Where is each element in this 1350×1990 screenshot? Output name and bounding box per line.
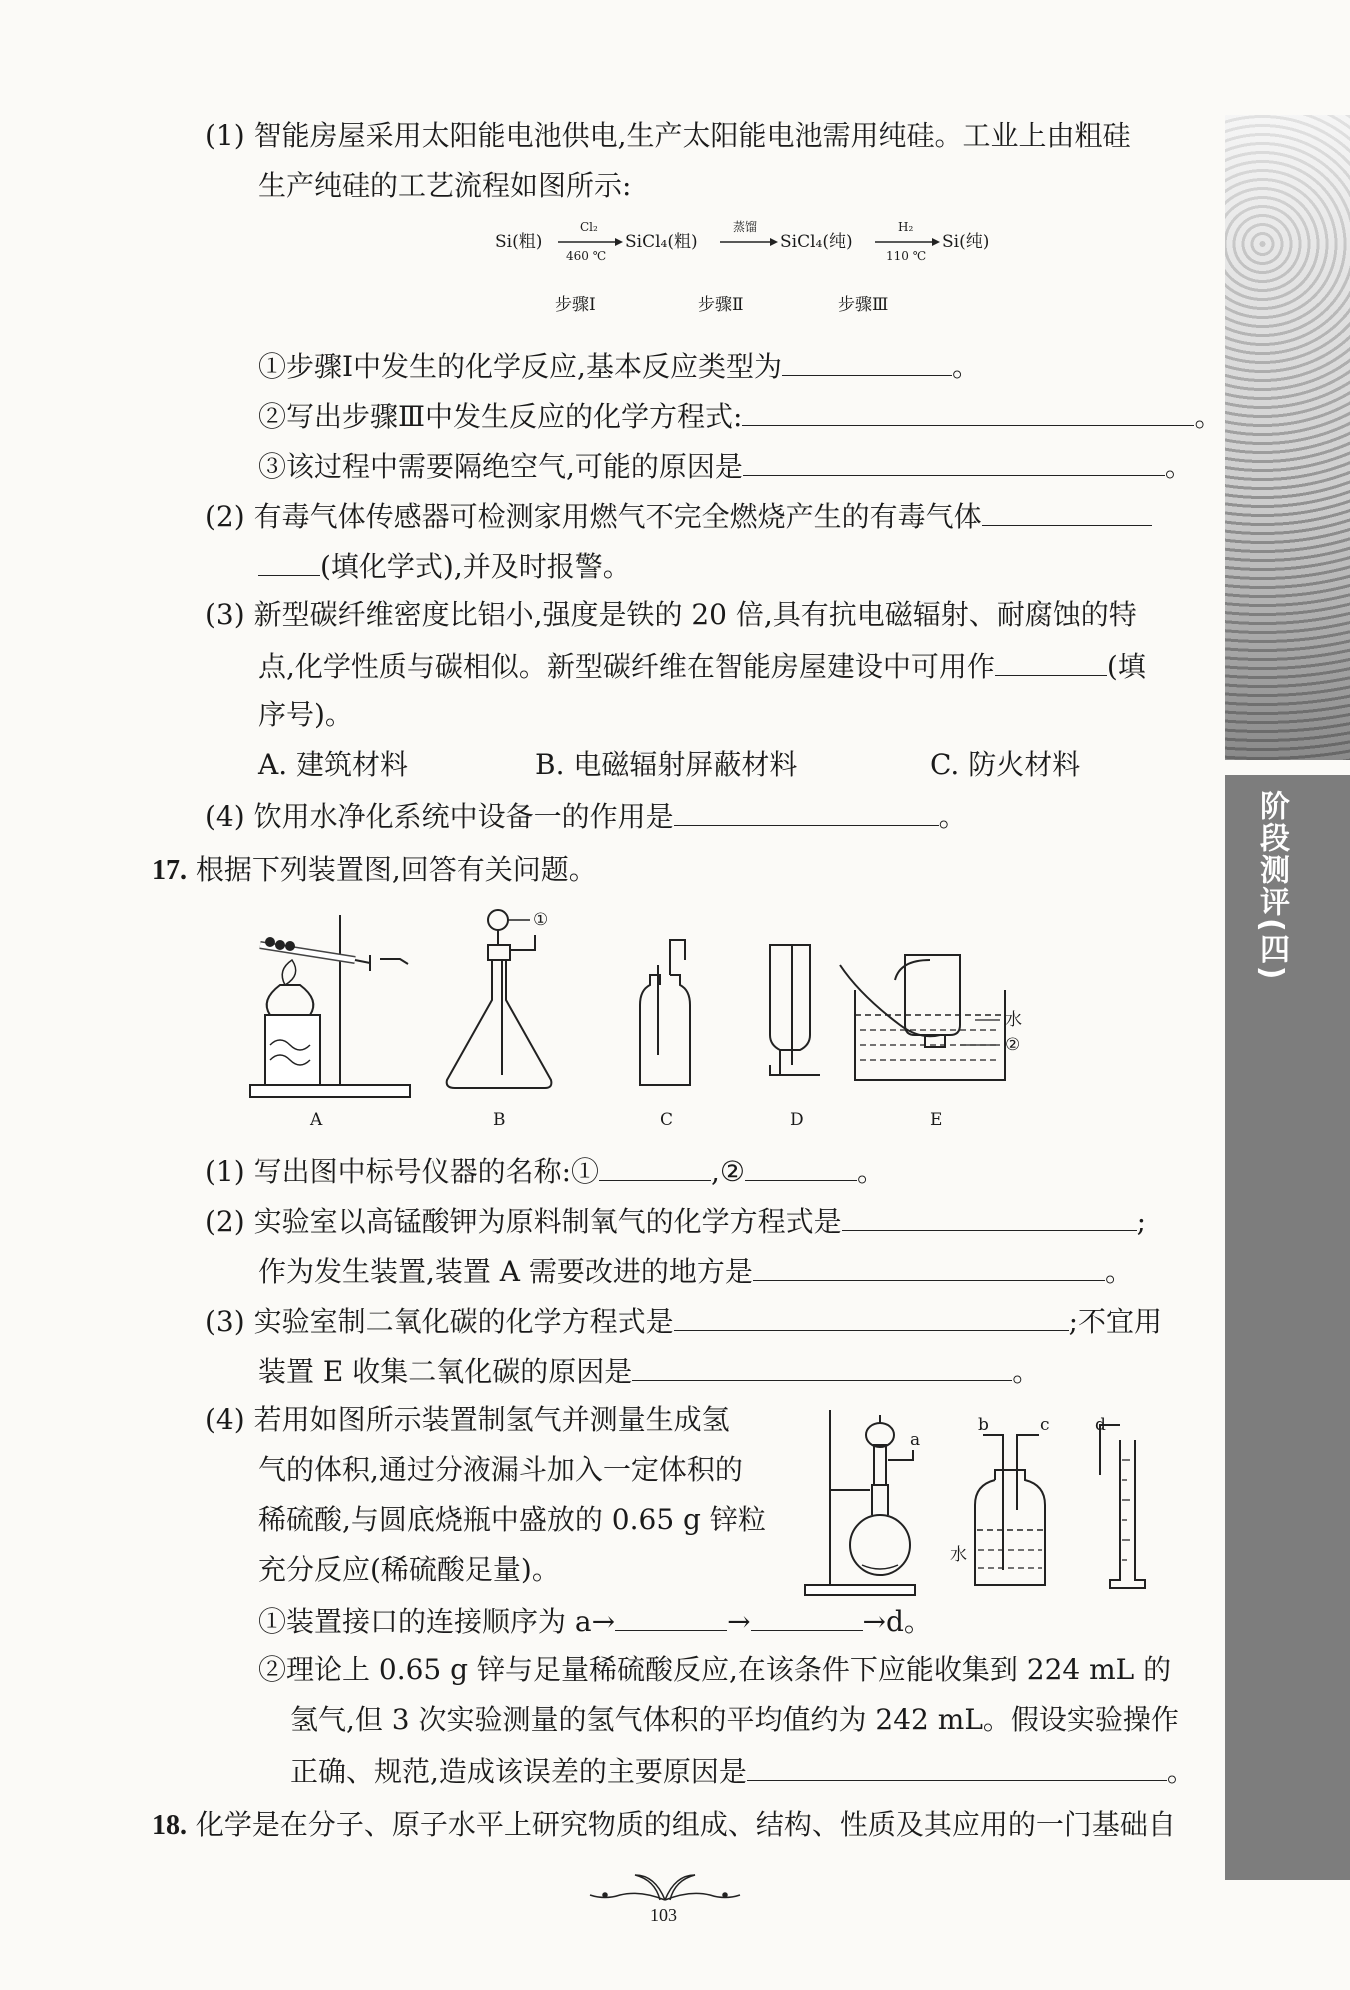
flow-temp-110: 110 ℃ [886,249,927,263]
flow-step1: 步骤Ⅰ [555,295,596,315]
q16-part3-line3: 序号)。 [258,698,353,731]
q16-sub1-blank[interactable] [782,345,952,376]
q16-sub3-text: ③该过程中需要隔绝空气,可能的原因是 [258,450,743,483]
flow-si-crude: Si(粗) [495,232,543,252]
graduated-cylinder [1100,1425,1145,1588]
q17-part2-blank-b[interactable] [753,1250,1105,1281]
q17-part2-line2: 作为发生装置,装置 A 需要改进的地方是 。 [258,1250,1133,1292]
water-label-fig2: 水 [950,1545,967,1565]
q16-part3-line1: (3) 新型碳纤维密度比铝小,强度是铁的 20 倍,具有抗电磁辐射、耐腐蚀的特 [205,598,1137,631]
q16-part3-line2 [258,645,1146,687]
flow-step3: 步骤Ⅲ [838,295,889,315]
q17-part4-line2: 气的体积,通过分液漏斗加入一定体积的 [258,1453,743,1486]
flow-sicl4-crude: SiCl₄(粗) [625,232,698,252]
q17-part4-sub2-line2: 氢气,但 3 次实验测量的氢气体积的平均值约为 242 mL。假设实验操作 [290,1703,1179,1736]
q17-part1-blank1[interactable] [599,1150,711,1181]
q17-part4-sub1-text: ①装置接口的连接顺序为 a→ [258,1605,616,1638]
q16-sub2-blank[interactable] [742,395,1194,426]
q16-part2-blank-a[interactable] [982,495,1152,526]
apparatus-label-c: C [660,1110,674,1130]
q17-part3-line1 [205,1300,1162,1342]
q18-stem [152,1805,1176,1846]
q17-number: 17. [152,855,187,886]
q17-part4-sub2-line1: ②理论上 0.65 g 锌与足量稀硫酸反应,在该条件下应能收集到 224 mL 的 [258,1653,1172,1686]
apparatus-label-e: E [930,1110,943,1130]
q17-part4-line1: (4) 若用如图所示装置制氢气并测量生成氢 [205,1403,730,1436]
q17-part2-text: (2) 实验室以高锰酸钾为原料制氧气的化学方程式是 [205,1205,842,1238]
apparatus-a [250,915,410,1097]
page-number: 103 [650,1905,677,1925]
apparatus-d [770,945,820,1075]
q18-number: 18. [152,1810,187,1841]
mark-1-label: ① [533,910,549,930]
q17-part3-blank-a[interactable] [674,1300,1069,1331]
collection-bottle [975,1435,1045,1585]
water-label-e: 水 [1005,1010,1022,1030]
mark-2-label: ② [1005,1035,1021,1055]
q16-part3-text2: (填 [1106,650,1146,683]
flow-distill: 蒸馏 [733,220,758,234]
q16-option-c: C. 防火材料 [930,748,1081,781]
silicon-process-flow [480,215,1020,325]
port-c-label: c [1040,1415,1050,1435]
q17-part3-blank-b[interactable] [632,1350,1012,1381]
q16-part4-text: (4) 饮用水净化系统中设备一的作用是 [205,800,674,833]
apparatus-label-d: D [790,1110,804,1130]
apparatus-e [840,955,1005,1080]
q16-sub2: ②写出步骤Ⅲ中发生反应的化学方程式: 。 [258,395,1222,437]
q17-part4-sub1-end: →d。 [862,1605,932,1638]
q16-part1-line1: (1) 智能房屋采用太阳能电池供电,生产太阳能电池需用纯硅。工业上由粗硅 [205,119,1131,152]
q16-part2-line2 [258,545,631,587]
apparatus-b [447,910,552,1088]
q17-stem-text: 根据下列装置图,回答有关问题。 [195,853,597,886]
q16-sub3: ③该过程中需要隔绝空气,可能的原因是 。 [258,445,1193,487]
q17-part2-blank-a[interactable] [842,1200,1137,1231]
port-d-label: d [1095,1415,1106,1435]
q16-part2-text2: (填化学式),并及时报警。 [320,550,631,583]
q16-option-b: B. 电磁辐射屏蔽材料 [535,748,798,781]
q16-part3-blank[interactable] [995,645,1107,676]
footer-ornament [585,1870,745,1910]
q16-part2-text: (2) 有毒气体传感器可检测家用燃气不完全燃烧产生的有毒气体 [205,500,982,533]
q16-part2-line1 [205,495,1152,537]
q16-part4: (4) 饮用水净化系统中设备一的作用是 。 [205,795,967,837]
flow-reagent-cl2: Cl₂ [580,220,598,234]
q17-part4-sub2-text3: 正确、规范,造成该误差的主要原因是 [290,1755,747,1788]
q17-part4-line3: 稀硫酸,与圆底烧瓶中盛放的 0.65 g 锌粒 [258,1503,766,1536]
q17-part3-text3: 装置 E 收集二氧化碳的原因是 [258,1355,633,1388]
q16-part2-blank-b[interactable] [258,545,320,576]
q17-part4-sub1: ①装置接口的连接顺序为 a→ → →d。 [258,1600,932,1642]
q17-part2-line1: (2) 实验室以高锰酸钾为原料制氧气的化学方程式是 ; [205,1200,1146,1242]
sidebar-tab-label: 阶段测评(四) [1254,790,1289,982]
q17-part3-line2: 装置 E 收集二氧化碳的原因是 。 [258,1350,1040,1392]
q17-part4-sub1-blank1[interactable] [615,1600,727,1631]
q17-part4-line4: 充分反应(稀硫酸足量)。 [258,1553,560,1586]
q16-sub2-text: ②写出步骤Ⅲ中发生反应的化学方程式: [258,400,743,433]
q16-part1-line2: 生产纯硅的工艺流程如图所示: [258,169,632,202]
flow-temp-460: 460 ℃ [566,249,607,263]
apparatus-c [640,940,690,1085]
port-a-label: a [910,1430,921,1450]
generator-flask [805,1410,915,1595]
q16-part3-text: 点,化学性质与碳相似。新型碳纤维在智能房屋建设中可用作 [258,650,995,683]
q16-option-a: A. 建筑材料 [258,748,409,781]
q18-stem-text: 化学是在分子、原子水平上研究物质的组成、结构、性质及其应用的一门基础自 [195,1808,1176,1841]
hydrogen-apparatus-figure [800,1400,1220,1610]
q17-stem [152,850,597,891]
q17-part1: (1) 写出图中标号仪器的名称:① ,② 。 [205,1150,885,1192]
q17-part3-text: (3) 实验室制二氧化碳的化学方程式是 [205,1305,674,1338]
q17-part1-sep: ,② [711,1155,746,1188]
flow-si-pure: Si(纯) [942,232,990,252]
apparatus-figure [240,905,1120,1130]
flow-sicl4-pure: SiCl₄(纯) [780,232,853,252]
q17-part4-sub1-blank2[interactable] [751,1600,863,1631]
port-b-label: b [978,1415,989,1435]
apparatus-label-a: A [310,1110,323,1130]
q17-part1-blank2[interactable] [745,1150,857,1181]
q17-part4-sub2-line3: 正确、规范,造成该误差的主要原因是 。 [290,1750,1195,1792]
q16-part4-blank[interactable] [674,795,939,826]
flow-step2: 步骤Ⅱ [698,295,744,315]
sidebar-decoration [1225,115,1350,760]
q17-part1-text: (1) 写出图中标号仪器的名称:① [205,1155,599,1188]
q17-part2-text2: 作为发生装置,装置 A 需要改进的地方是 [258,1255,753,1288]
q16-sub3-blank[interactable] [743,445,1165,476]
q16-sub1-text: ①步骤Ⅰ中发生的化学反应,基本反应类型为 [258,350,782,383]
q17-part4-sub2-blank[interactable] [747,1750,1167,1781]
q17-part3-text2: ;不宜用 [1068,1305,1163,1338]
apparatus-label-b: B [493,1110,506,1130]
q16-sub1: ①步骤Ⅰ中发生的化学反应,基本反应类型为 。 [258,345,980,387]
flow-reagent-h2: H₂ [898,220,914,234]
